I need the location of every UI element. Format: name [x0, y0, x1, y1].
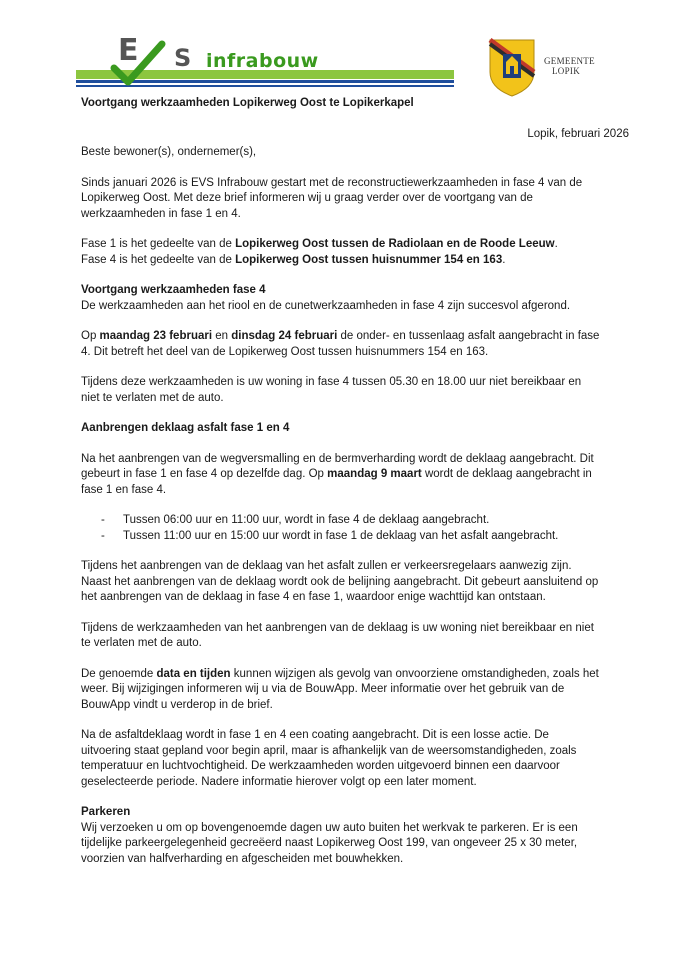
- gemeente-line2: LOPIK: [552, 66, 580, 76]
- s2p1-c: wordt de deklaag aangebracht in fase 1 en fase 4.: [81, 468, 592, 496]
- section1-p3: Tijdens deze werkzaamheden is uw woning in fase 4 tussen 05.30 en 18.00 uur niet bereikbaar en niet te verlaten met de auto.: [81, 376, 582, 404]
- fase1-end: .: [554, 238, 558, 250]
- section-heading-voortgang: Voortgang werkzaamheden fase 4: [81, 284, 266, 296]
- brand-name: infrabouw: [206, 50, 319, 72]
- s2p1-a: Na het aanbrengen van de wegversmalling en de bermverharding wordt de deklaag aangebracht. Dit gebeurt in fase 1 en fase 4 op dezelfde dag. Op: [81, 452, 594, 480]
- section3-p1: Wij verzoeken u om op bovengenoemde dagen uw auto buiten het werkvak te parkeren. Er is een tijdelijke parkeergelegenheid gecreëerd naast Lopikerweg Oost 199, van ongeveer 25 x 30 meter, voorzien van halfverharding en afgescheiden met bouwhekken.: [81, 821, 578, 865]
- fase4-end: .: [502, 253, 506, 266]
- section-heading-deklaag: Aanbrengen deklaag asfalt fase 1 en 4: [81, 422, 290, 434]
- section-heading-parkeren: Parkeren: [81, 806, 131, 818]
- salutation: Beste bewoner(s), ondernemer(s),: [81, 146, 257, 158]
- section2-p2: Tijdens het aanbrengen van de deklaag van het asfalt zullen er verkeersregelaars aanwezig zijn. Naast het aanbrengen van de deklaag wordt ook de belijning aangebracht. Dit gebeurt aansluitend op het aanbrengen van de deklaag in fase 4 en fase 1, waardoor enige wachttijd kan ontstaan.: [81, 560, 599, 603]
- section2-p1: [81, 452, 601, 499]
- section2-p4: [81, 667, 601, 714]
- list-item: - Tussen 11:00 uur en 15:00 uur wordt in fase 1 de deklaag van het asfalt aangebracht.: [101, 529, 601, 545]
- fase4-text: Fase 4 is het gedeelte van de: [81, 253, 236, 266]
- svg-text:E: E: [118, 34, 139, 68]
- fase4-bold: Lopikerweg Oost tussen huisnummer 154 en 163: [235, 253, 503, 266]
- section1-p2: [81, 329, 601, 360]
- p2-date2: dinsdag 24 februari: [231, 330, 338, 342]
- letter-title: Voortgang werkzaamheden Lopikerweg Oost te Lopikerkapel: [81, 97, 414, 109]
- s2p4-bold: data en tijden: [156, 667, 231, 680]
- p2-a: Op: [81, 330, 100, 342]
- schedule-list: [81, 513, 601, 544]
- fase1-bold: Lopikerweg Oost tussen de Radiolaan en de Roode Leeuw: [235, 238, 555, 250]
- s2p1-date: maandag 9 maart: [327, 468, 422, 480]
- gemeente-name: [544, 56, 595, 76]
- section2-p3: Tijdens de werkzaamheden van het aanbrengen van de deklaag is uw woning niet bereikbaar en niet te verlaten met de auto.: [81, 621, 594, 649]
- gemeente-line1: GEMEENTE: [544, 56, 595, 66]
- section1-p1: De werkzaamheden aan het riool en de cunetwerkzaamheden in fase 4 zijn succesvol afgerond.: [81, 299, 571, 312]
- s2p4-c: kunnen wijzigen als gevolg van onvoorziene omstandigheden, zoals het weer. Bij wijzigingen informeren wij u via de BouwApp. Meer informatie over het gebruik van de BouwApp vindt u verderop in de brief.: [81, 667, 599, 711]
- evs-infrabouw-logo: [76, 34, 456, 94]
- p2-date1: maandag 23 februari: [99, 330, 213, 342]
- intro-paragraph: Sinds januari 2026 is EVS Infrabouw gestart met de reconstructiewerkzaamheden in fase 4 van de Lopikerweg Oost. Met deze brief informeren wij u graag verder over de voortgang van de werkzaamheden in fase 1 en 4.: [81, 176, 583, 220]
- letter-body: [81, 145, 601, 882]
- s2p4-a: De genoemde: [81, 667, 157, 680]
- p2-c: en: [212, 330, 232, 342]
- list-item: - Tussen 06:00 uur en 11:00 uur, wordt in fase 4 de deklaag aangebracht.: [101, 513, 601, 529]
- letter-date: Lopik, februari 2026: [527, 128, 629, 140]
- gemeente-lopik-logo: [486, 38, 606, 98]
- fases-paragraph: [81, 237, 601, 268]
- p2-e: de onder- en tussenlaag asfalt aangebracht in fase 4. Dit betreft het deel van de Lopikerweg Oost tussen huisnummers 154 en 163.: [81, 330, 600, 358]
- svg-text:S: S: [174, 44, 192, 72]
- coat-of-arms-icon: [486, 38, 538, 98]
- section2-p5: Na de asfaltdeklaag wordt in fase 1 en 4 een coating aangebracht. Dit is een losse actie. De uitvoering staat gepland voor begin april, maar is afhankelijk van de weersomstandigheden, zoals temperatuur en luchtvochtigheid. De werkzaamheden worden uitgevoerd binnen een daarvoor geselecteerde periode. Nadere informatie hierover volgt op een later moment.: [81, 729, 577, 788]
- fase1-text: Fase 1 is het gedeelte van de: [81, 238, 236, 250]
